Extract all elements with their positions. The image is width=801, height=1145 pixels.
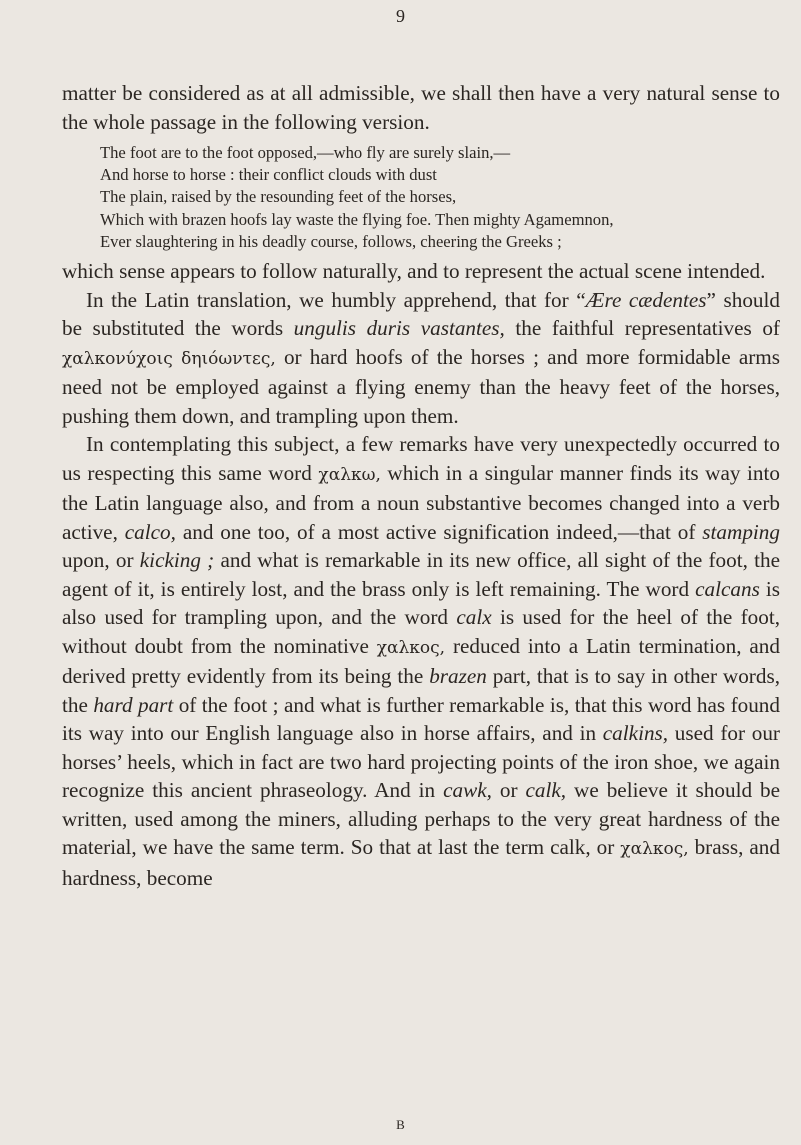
text-run: of the foot ; and what is further remarkable is, that this word has found its way into our English language also in horse affairs, and in [62, 692, 780, 746]
verse-line: The foot are to the foot opposed,—who fly are surely slain,— [100, 143, 511, 162]
paragraph-4 [62, 430, 780, 892]
italic-run: ungulis duris vastantes, [293, 316, 505, 341]
text-run: In contemplating this subject, a few remarks have very unexpectedly occurred to us respecting this same word [62, 432, 780, 485]
verse-translation [62, 142, 780, 253]
text-run: and one too, of a most active signification indeed,—that of [175, 519, 703, 544]
italic-run: calkins, [602, 721, 669, 746]
text-run: or hard hoofs of the horses ; and more formidable arms need not be employed against a flying enemy than the heavy feet of the horses, pushing them down, and trampling upon them. [62, 344, 781, 428]
italic-run: calx [456, 605, 492, 630]
text-run: or [491, 778, 526, 803]
italic-run: calco, [124, 519, 176, 544]
paragraph-1 [62, 79, 780, 136]
italic-run: kicking ; [139, 548, 215, 573]
text-run: which in a singular manner finds its way into the Latin language also, and from a noun substantive becomes changed into a verb active, [62, 460, 780, 544]
page-number: 9 [396, 6, 405, 26]
verse-line: The plain, raised by the resounding feet of the horses, [100, 187, 457, 207]
italic-run: stamping [702, 519, 780, 544]
verse-line: Ever slaughtering in his deadly course, follows, cheering the Greeks ; [100, 231, 562, 251]
italic-run: brazen [429, 664, 487, 689]
greek-run: χαλκος, [376, 637, 446, 658]
text-run: we believe it should be written, used among the miners, alluding perhaps to the very great hardness of the material, we have the same term. So that at last the term calk, or [62, 778, 781, 860]
text-run: In the Latin translation, we humbly apprehend, that for “ [86, 287, 586, 312]
text-run: the faithful representatives of [504, 316, 780, 341]
italic-run: Ære cædentes [585, 287, 707, 312]
text-run: matter be considered as at all admissible, we shall then have a very natural sense to the whole passage in the following version. [62, 81, 780, 134]
verse-line: Which with brazen hoofs lay waste the flying foe. Then mighty Agamemnon, [100, 209, 614, 229]
italic-run: cawk, [443, 778, 492, 803]
signature-mark: B [396, 1117, 405, 1132]
greek-run: χαλκω, [318, 464, 381, 485]
text-run: used for our horses’ heels, which in fact are two hard projecting points of the iron shoe, we again recognize this ancient phraseology. And in [62, 721, 780, 803]
paragraph-3 [62, 286, 780, 431]
text-run: brass, and hardness, become [62, 835, 780, 890]
italic-run: calk, [525, 778, 567, 803]
body-text [62, 79, 780, 892]
italic-run: hard part [93, 692, 174, 717]
text-run: ” should be substituted the words [62, 287, 780, 341]
greek-run: χαλκος, [620, 839, 689, 860]
text-run: which sense appears to follow naturally, and to represent the actual scene intended. [62, 259, 766, 284]
text-run: and what is remarkable in its new office, all sight of the foot, the agent of it, is entirely lost, and the brass only is left remaining. The word [62, 548, 780, 601]
verse-line: And horse to horse : their conflict clouds with dust [100, 165, 437, 185]
text-run: is used for the heel of the foot, without doubt from the nominative [62, 605, 781, 658]
italic-run: calcans [695, 576, 760, 601]
text-run: reduced into a Latin termination, and derived pretty evidently from its being the [62, 633, 780, 689]
greek-run: χαλκονύχοις δηιόωντες, [62, 348, 276, 369]
text-run: is also used for trampling upon, and the word [62, 576, 781, 630]
paragraph-2 [62, 257, 780, 286]
text-run: part, that is to say in other words, the [62, 664, 780, 717]
text-run: upon, or [62, 548, 140, 573]
